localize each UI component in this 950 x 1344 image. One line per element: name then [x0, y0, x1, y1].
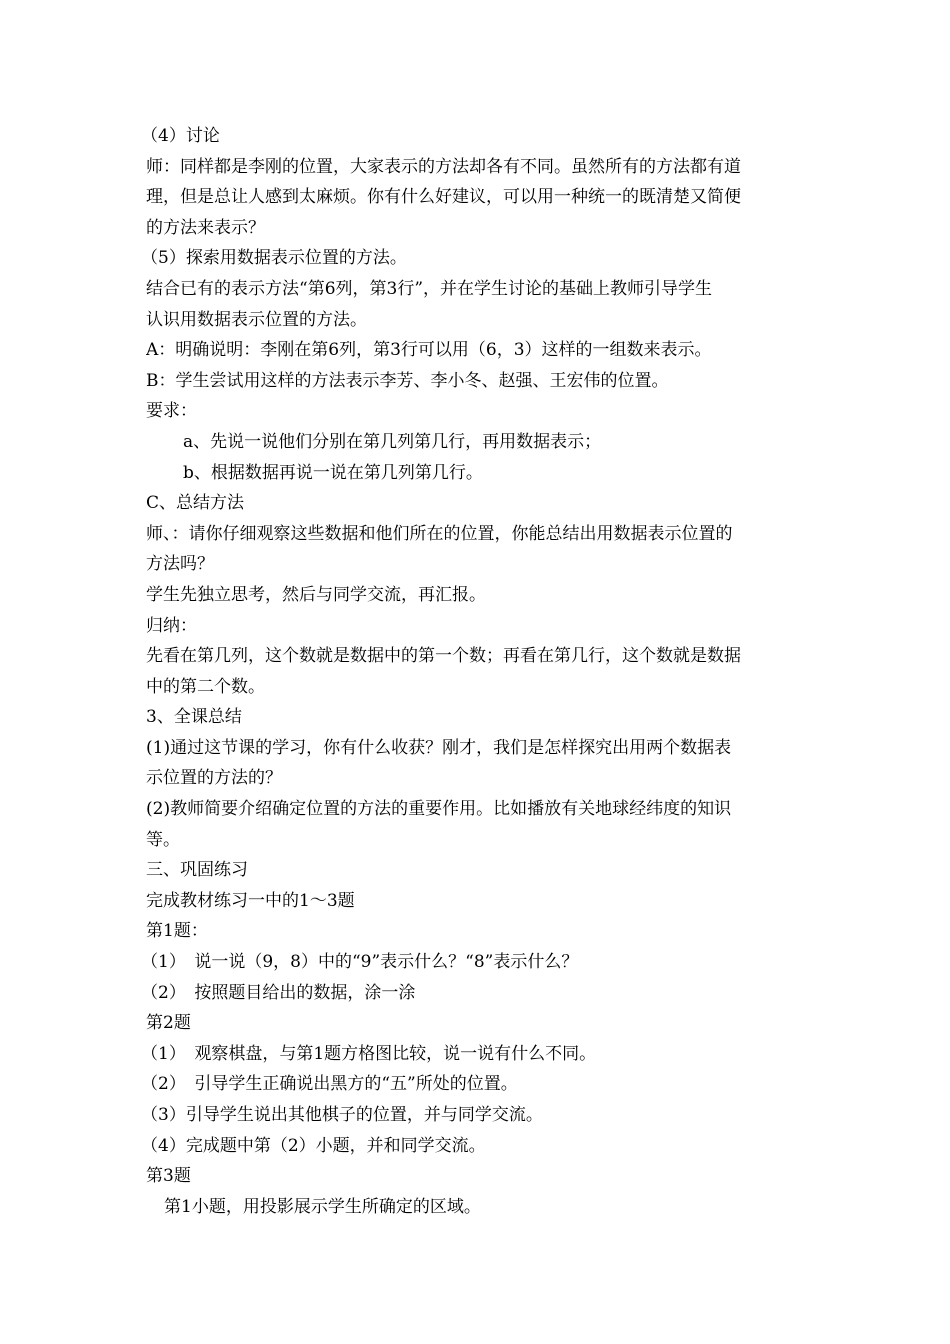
text-line: 师：同样都是李刚的位置，大家表示的方法却各有不同。虽然所有的方法都有道 [146, 156, 741, 177]
text-line: 第2题 [146, 1013, 191, 1034]
text-line: （3）引导学生说出其他棋子的位置，并与同学交流。 [141, 1105, 543, 1125]
text-line: a、先说一说他们分别在第几列第几行，再用数据表示； [183, 431, 602, 452]
text-line: 3、全课总结 [146, 707, 242, 728]
text-line: 师、：请你仔细观察这些数据和他们所在的位置，你能总结出用数据表示位置的 [146, 523, 733, 544]
text-line: （4）讨论 [141, 126, 220, 146]
text-line: (1)通过这节课的学习，你有什么收获？刚才，我们是怎样探究出用两个数据表 [146, 737, 732, 758]
text-line: 第3题 [146, 1166, 191, 1187]
text-line: 认识用数据表示位置的方法。 [146, 309, 367, 330]
text-line: 归纳： [146, 615, 197, 636]
text-line: 第1小题，用投影展示学生所确定的区域。 [164, 1196, 481, 1217]
text-line: 的方法来表示？ [146, 217, 265, 238]
text-line: A：明确说明：李刚在第6列，第3行可以用（6，3）这样的一组数来表示。 [146, 340, 712, 361]
text-line: 理，但是总让人感到太麻烦。你有什么好建议，可以用一种统一的既清楚又简便 [146, 187, 741, 208]
text-line: （2） 按照题目给出的数据，涂一涂 [141, 982, 416, 1003]
text-line: B：学生尝试用这样的方法表示李芳、李小冬、赵强、王宏伟的位置。 [146, 370, 669, 391]
text-line: 方法吗？ [146, 554, 214, 575]
text-line: （4）完成题中第（2）小题，并和同学交流。 [141, 1135, 486, 1156]
document-body [141, 121, 811, 1222]
text-line: 示位置的方法的？ [146, 768, 282, 789]
text-line: 结合已有的表示方法“第6列，第3行”，并在学生讨论的基础上教师引导学生 [146, 278, 713, 299]
text-line: （5）探索用数据表示位置的方法。 [141, 248, 407, 269]
text-line: 三、巩固练习 [146, 860, 248, 881]
text-line: 第1题： [146, 921, 208, 942]
text-line: 先看在第几列，这个数就是数据中的第一个数；再看在第几行，这个数就是数据 [146, 646, 741, 667]
text-line: 中的第二个数。 [146, 676, 265, 697]
text-line: 学生先独立思考，然后与同学交流，再汇报。 [146, 584, 486, 605]
text-line: 要求： [146, 401, 197, 422]
text-line: 等。 [146, 829, 180, 850]
text-line: 完成教材练习一中的1～3题 [146, 890, 355, 911]
text-line: （1） 说一说（9，8）中的“9”表示什么？“8”表示什么？ [141, 952, 579, 973]
text-line: （1） 观察棋盘，与第1题方格图比较，说一说有什么不同。 [141, 1043, 597, 1064]
text-line: （2） 引导学生正确说出黑方的“五”所处的位置。 [141, 1074, 518, 1095]
text-line: C、总结方法 [146, 493, 245, 514]
text-line: (2)教师简要介绍确定位置的方法的重要作用。比如播放有关地球经纬度的知识 [146, 799, 732, 820]
text-line: b、根据数据再说一说在第几列第几行。 [183, 462, 483, 483]
